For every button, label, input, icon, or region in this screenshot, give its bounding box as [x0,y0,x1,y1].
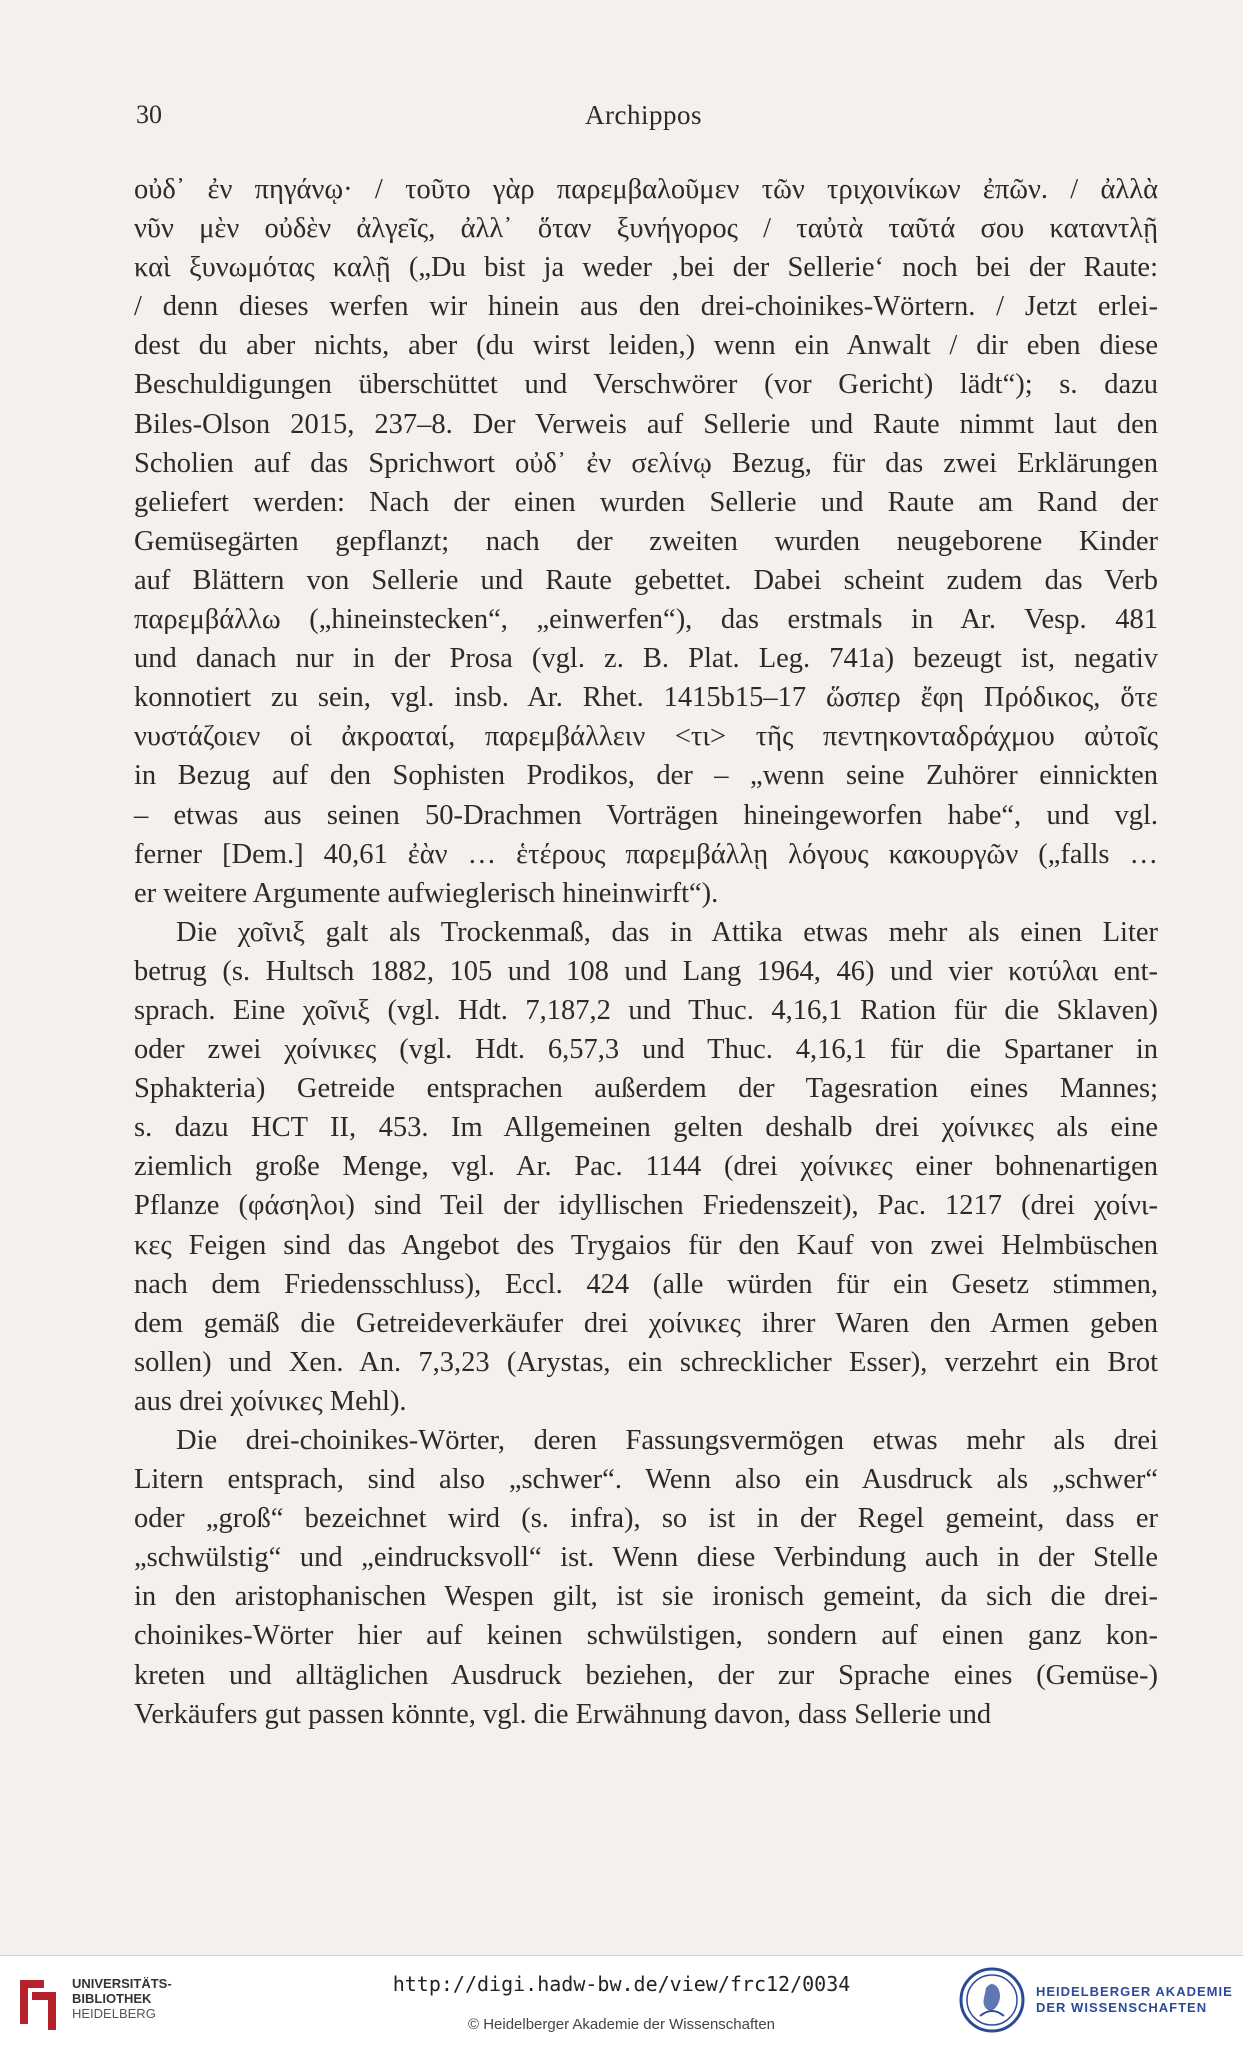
text-line: καὶ ξυνωμότας καλῇ („Du bist ja weder ‚bei der Sellerie‘ noch bei der Raute: [134,252,1158,284]
copyright-notice: © Heidelberger Akademie der Wissenschaften [467,2016,776,2033]
text-line: Litern entsprach, sind also „schwer“. Wenn also ein Ausdruck als „schwer“ [134,1464,1158,1496]
text-line: Gemüsegärten gepflanzt; nach der zweiten wurden neugeborene Kinder [134,525,1158,557]
text-line: choinikes-Wörter hier auf keinen schwülstigen, sondern auf einen ganz kon- [134,1620,1158,1652]
library-name-line2: BIBLIOTHEK [72,1991,152,2006]
text-line: in Bezug auf den Sophisten Prodikos, der – „wenn seine Zuhörer einnickten [134,760,1158,792]
text-line: aus drei χοίνικες Mehl). [134,1385,407,1417]
text-line: er weitere Argumente aufwieglerisch hineinwirft“). [134,877,719,909]
text-line: s. dazu HCT II, 453. Im Allgemeinen gelten deshalb drei χοίνικες als eine [134,1112,1158,1144]
text-line: und danach nur in der Prosa (vgl. z. B. Plat. Leg. 741a) bezeugt ist, negativ [134,643,1158,675]
viewer-footer [0,1955,1243,2051]
text-line: νυστάζοιεν οἱ ἀκροαταί, παρεμβάλλειν <τι> τῆς πεντηκονταδράχμου αὐτοῖς [134,721,1158,753]
academy-name [1036,1984,1233,2016]
text-line: / denn dieses werfen wir hinein aus den drei-choinikes-Wörtern. / Jetzt erlei- [134,291,1158,323]
permalink-url[interactable]: http://digi.hadw-bw.de/view/frc12/0034 [392,1972,851,1996]
page-header [136,100,1151,140]
body-text [134,170,1158,1734]
text-line: Pflanze (φάσηλοι) sind Teil der idyllischen Friedenszeit), Pac. 1217 (drei χοίνι- [134,1190,1158,1222]
text-line: auf Blättern von Sellerie und Raute gebettet. Dabei scheint zudem das Verb [134,564,1158,596]
text-line: Biles-Olson 2015, 237–8. Der Verweis auf Sellerie und Raute nimmt laut den [134,408,1158,440]
text-line: geliefert werden: Nach der einen wurden Sellerie und Raute am Rand der [134,486,1158,518]
text-line: ziemlich große Menge, vgl. Ar. Pac. 1144 (drei χοίνικες einer bohnenartigen [134,1151,1158,1183]
text-line: sollen) und Xen. An. 7,3,23 (Arystas, ein schrecklicher Esser), verzehrt ein Brot [134,1346,1158,1378]
library-name-line1: UNIVERSITÄTS- [72,1976,172,1991]
text-line: κες Feigen sind das Angebot des Trygaios für den Kauf von zwei Helmbüschen [134,1229,1158,1261]
text-line: betrug (s. Hultsch 1882, 105 und 108 und Lang 1964, 46) und vier κοτύλαι ent- [134,955,1158,987]
text-line: dem gemäß die Getreideverkäufer drei χοίνικες ihrer Waren den Armen geben [134,1307,1158,1339]
text-line: sprach. Eine χοῖνιξ (vgl. Hdt. 7,187,2 und Thuc. 4,16,1 Ration für die Sklaven) [134,994,1158,1026]
running-head: Archippos [585,100,702,130]
text-line: Beschuldigungen überschüttet und Verschwörer (vor Gericht) lädt“); s. dazu [134,369,1158,401]
paragraph [134,170,1158,913]
text-line: Verkäufers gut passen könnte, vgl. die Erwähnung davon, dass Sellerie und [134,1698,992,1730]
text-line: in den aristophanischen Wespen gilt, ist sie ironisch gemeint, da sich die drei- [134,1581,1158,1613]
text-line: konnotiert zu sein, vgl. insb. Ar. Rhet. 1415b15–17 ὥσπερ ἔφη Πρόδικος, ὅτε [134,682,1158,714]
text-line: Die drei-choinikes-Wörter, deren Fassungsvermögen etwas mehr als drei [176,1425,1158,1456]
academy-seal-icon [958,1966,1026,2034]
text-line: oder zwei χοίνικες (vgl. Hdt. 6,57,3 und Thuc. 4,16,1 für die Spartaner in [134,1034,1158,1066]
paragraph [134,1421,1158,1734]
text-line: kreten und alltäglichen Ausdruck beziehen, der zur Sprache eines (Gemüse-) [134,1659,1158,1691]
text-line: νῦν μὲν οὐδὲν ἀλγεῖς, ἀλλ᾽ ὅταν ξυνήγορος / ταὐτὰ ταῦτά σου καταντλῇ [134,213,1158,245]
library-city: HEIDELBERG [72,2006,156,2021]
paragraph [134,913,1158,1421]
text-line: dest du aber nichts, aber (du wirst leiden,) wenn ein Anwalt / dir eben diese [134,330,1158,362]
text-line: „schwülstig“ und „eindrucksvoll“ ist. Wenn diese Verbindung auch in der Stelle [134,1542,1158,1574]
text-line: Die χοῖνιξ galt als Trockenmaß, das in Attika etwas mehr als einen Liter [176,916,1158,948]
academy-name-line1: HEIDELBERGER AKADEMIE [1036,1984,1233,1999]
text-line: Sphakteria) Getreide entsprachen außerdem der Tagesration eines Mannes; [134,1073,1158,1105]
text-line: Scholien auf das Sprichwort οὐδ᾽ ἐν σελίνῳ Bezug, für das zwei Erklärungen [134,447,1158,479]
text-line: οὐδ᾽ ἐν πηγάνῳ· / τοῦτο γὰρ παρεμβαλοῦμεν τῶν τριχοινίκων ἐπῶν. / ἀλλὰ [134,174,1158,205]
text-line: παρεμβάλλω („hineinstecken“, „einwerfen“), das erstmals in Ar. Vesp. 481 [134,604,1158,636]
text-line: nach dem Friedensschluss), Eccl. 424 (alle würden für ein Gesetz stimmen, [134,1268,1158,1300]
text-line: – etwas aus seinen 50-Drachmen Vorträgen hineingeworfen habe“, und vgl. [134,799,1158,831]
text-line: oder „groß“ bezeichnet wird (s. infra), so ist in der Regel gemeint, dass er [134,1503,1158,1535]
academy-name-line2: DER WISSENSCHAFTEN [1036,2000,1208,2015]
text-line: ferner [Dem.] 40,61 ἐὰν … ἑτέρους παρεμβάλλῃ λόγους κακουργῶν („falls … [134,838,1158,870]
page-number: 30 [136,100,162,129]
